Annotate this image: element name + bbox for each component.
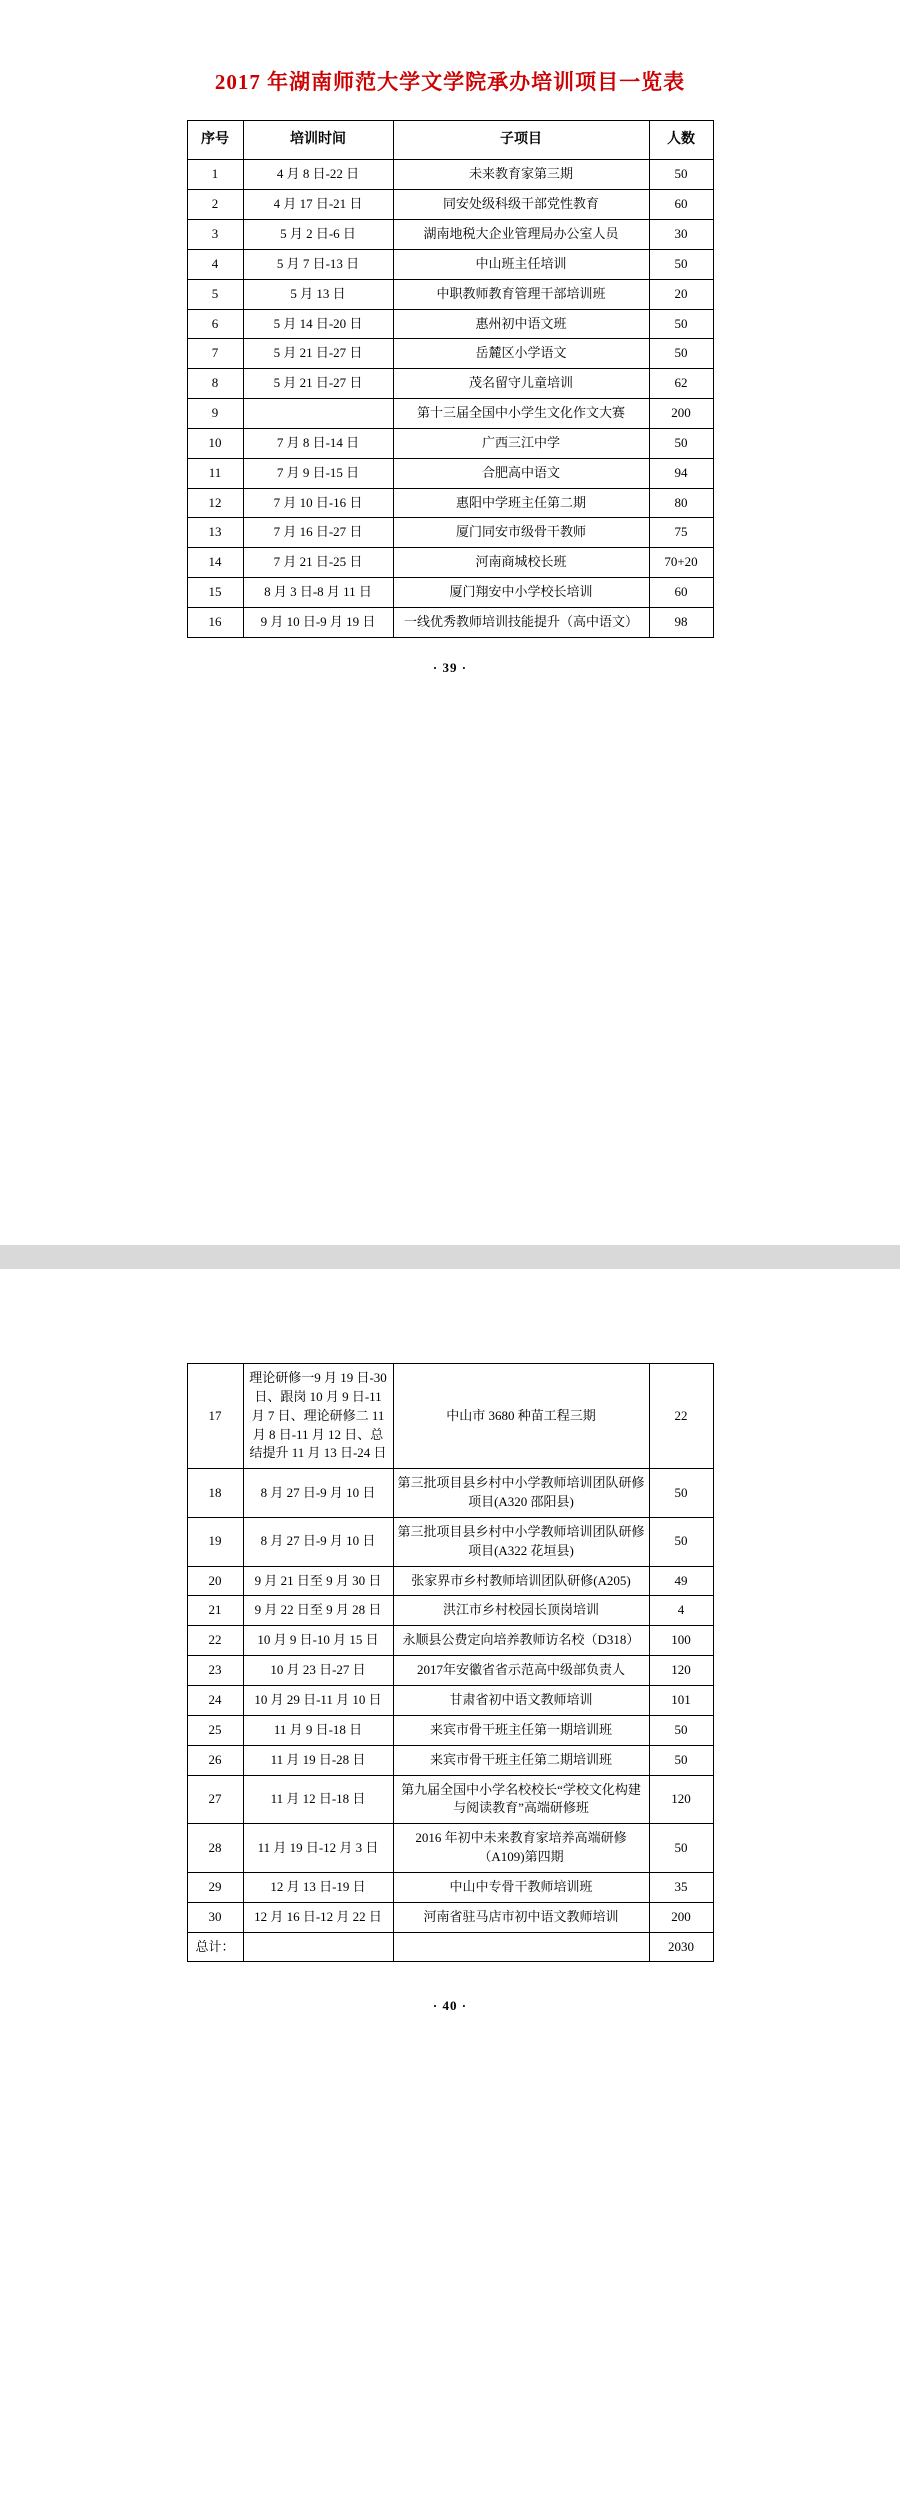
table-row	[187, 1656, 713, 1686]
document-page-2	[0, 1269, 900, 2514]
cell-no: 12	[187, 488, 243, 518]
cell-item: 2017年安徽省省示范高中级部负责人	[393, 1656, 649, 1686]
cell-time: 7 月 8 日-14 日	[243, 428, 393, 458]
cell-item: 第九届全国中小学名校校长“学校文化构建与阅读教育”高端研修班	[393, 1775, 649, 1824]
table-row	[187, 607, 713, 637]
cell-no: 5	[187, 279, 243, 309]
cell-item: 一线优秀教师培训技能提升（高中语文）	[393, 607, 649, 637]
table-row	[187, 1902, 713, 1932]
cell-item: 同安处级科级干部党性教育	[393, 190, 649, 220]
cell-time: 8 月 3 日-8 月 11 日	[243, 578, 393, 608]
cell-item: 第三批项目县乡村中小学教师培训团队研修项目(A320 邵阳县)	[393, 1469, 649, 1518]
cell-no: 18	[187, 1469, 243, 1518]
cell-time: 7 月 10 日-16 日	[243, 488, 393, 518]
table-row	[187, 578, 713, 608]
cell-count: 120	[649, 1656, 713, 1686]
cell-count: 100	[649, 1626, 713, 1656]
cell-time: 11 月 19 日-12 月 3 日	[243, 1824, 393, 1873]
cell-no: 1	[187, 160, 243, 190]
cell-count: 80	[649, 488, 713, 518]
cell-no: 11	[187, 458, 243, 488]
cell-time: 9 月 21 日至 9 月 30 日	[243, 1566, 393, 1596]
page-2-top-margin	[0, 1269, 900, 1363]
table-row	[187, 1775, 713, 1824]
column-header-item: 子项目	[393, 121, 649, 160]
table-row	[187, 458, 713, 488]
cell-item: 来宾市骨干班主任第二期培训班	[393, 1745, 649, 1775]
cell-item: 甘肃省初中语文教师培训	[393, 1685, 649, 1715]
training-table-container-page-2	[0, 1363, 900, 1962]
table-row	[187, 1626, 713, 1656]
column-header-time: 培训时间	[243, 121, 393, 160]
total-label: 总计：	[187, 1932, 243, 1962]
cell-no: 16	[187, 607, 243, 637]
cell-item: 惠州初中语文班	[393, 309, 649, 339]
cell-count: 50	[649, 428, 713, 458]
cell-time: 5 月 21 日-27 日	[243, 369, 393, 399]
cell-item: 岳麓区小学语文	[393, 339, 649, 369]
cell-time: 12 月 16 日-12 月 22 日	[243, 1902, 393, 1932]
cell-item: 广西三江中学	[393, 428, 649, 458]
cell-no: 28	[187, 1824, 243, 1873]
cell-item: 2016 年初中未来教育家培养高端研修（A109)第四期	[393, 1824, 649, 1873]
cell-time: 5 月 13 日	[243, 279, 393, 309]
cell-time: 11 月 12 日-18 日	[243, 1775, 393, 1824]
cell-no: 3	[187, 219, 243, 249]
page-separator	[0, 1245, 900, 1269]
cell-count: 22	[649, 1364, 713, 1469]
cell-item: 中山中专骨干教师培训班	[393, 1872, 649, 1902]
cell-count: 98	[649, 607, 713, 637]
table-row	[187, 309, 713, 339]
cell-no: 8	[187, 369, 243, 399]
cell-item: 洪江市乡村校园长顶岗培训	[393, 1596, 649, 1626]
training-table-page-1	[187, 120, 714, 638]
cell-time: 8 月 27 日-9 月 10 日	[243, 1469, 393, 1518]
cell-no: 15	[187, 578, 243, 608]
cell-item: 河南商城校长班	[393, 548, 649, 578]
cell-count: 60	[649, 190, 713, 220]
table-row	[187, 1715, 713, 1745]
cell-count: 62	[649, 369, 713, 399]
table-total-row	[187, 1932, 713, 1962]
document-page-1	[0, 0, 900, 1245]
cell-no: 27	[187, 1775, 243, 1824]
table-row	[187, 488, 713, 518]
page-folio-1: · 39 ·	[432, 659, 468, 675]
cell-item: 张家界市乡村教师培训团队研修(A205)	[393, 1566, 649, 1596]
table-row	[187, 518, 713, 548]
cell-time: 10 月 29 日-11 月 10 日	[243, 1685, 393, 1715]
table-row	[187, 1469, 713, 1518]
cell-item: 厦门同安市级骨干教师	[393, 518, 649, 548]
table-row	[187, 1566, 713, 1596]
cell-item: 第十三届全国中小学生文化作文大赛	[393, 399, 649, 429]
column-header-no: 序号	[187, 121, 243, 160]
table-row	[187, 1364, 713, 1469]
cell-no: 2	[187, 190, 243, 220]
cell-no: 13	[187, 518, 243, 548]
cell-no: 6	[187, 309, 243, 339]
table-row	[187, 160, 713, 190]
table-row	[187, 279, 713, 309]
cell-time: 12 月 13 日-19 日	[243, 1872, 393, 1902]
cell-count: 30	[649, 219, 713, 249]
cell-no: 19	[187, 1517, 243, 1566]
table-row	[187, 190, 713, 220]
total-count: 2030	[649, 1932, 713, 1962]
column-header-count: 人数	[649, 121, 713, 160]
cell-time: 10 月 9 日-10 月 15 日	[243, 1626, 393, 1656]
cell-time: 5 月 21 日-27 日	[243, 339, 393, 369]
cell-no: 26	[187, 1745, 243, 1775]
training-table-container-page-1	[0, 120, 900, 638]
cell-time: 5 月 14 日-20 日	[243, 309, 393, 339]
cell-item: 中山班主任培训	[393, 249, 649, 279]
cell-time: 7 月 21 日-25 日	[243, 548, 393, 578]
table-row	[187, 548, 713, 578]
cell-no: 17	[187, 1364, 243, 1469]
cell-count: 50	[649, 309, 713, 339]
cell-item: 永顺县公费定向培养教师访名校（D318）	[393, 1626, 649, 1656]
cell-no: 14	[187, 548, 243, 578]
cell-time: 10 月 23 日-27 日	[243, 1656, 393, 1686]
cell-item: 河南省驻马店市初中语文教师培训	[393, 1902, 649, 1932]
cell-time: 9 月 10 日-9 月 19 日	[243, 607, 393, 637]
table-row	[187, 428, 713, 458]
cell-no: 7	[187, 339, 243, 369]
table-row	[187, 339, 713, 369]
cell-count: 60	[649, 578, 713, 608]
cell-count: 200	[649, 399, 713, 429]
cell-item: 茂名留守儿童培训	[393, 369, 649, 399]
cell-time: 4 月 8 日-22 日	[243, 160, 393, 190]
table-row	[187, 1745, 713, 1775]
cell-time: 9 月 22 日至 9 月 28 日	[243, 1596, 393, 1626]
cell-count: 70+20	[649, 548, 713, 578]
cell-no: 25	[187, 1715, 243, 1745]
table-row	[187, 1872, 713, 1902]
cell-time: 4 月 17 日-21 日	[243, 190, 393, 220]
cell-time	[243, 399, 393, 429]
cell-time: 7 月 16 日-27 日	[243, 518, 393, 548]
cell-time: 5 月 7 日-13 日	[243, 249, 393, 279]
cell-time: 8 月 27 日-9 月 10 日	[243, 1517, 393, 1566]
page-folio-2: · 40 ·	[432, 1998, 468, 2014]
table-row	[187, 369, 713, 399]
table-header-row	[187, 121, 713, 160]
cell-no: 21	[187, 1596, 243, 1626]
table-row	[187, 399, 713, 429]
cell-no: 23	[187, 1656, 243, 1686]
cell-count: 50	[649, 1715, 713, 1745]
total-item	[393, 1932, 649, 1962]
cell-count: 50	[649, 1824, 713, 1873]
cell-no: 20	[187, 1566, 243, 1596]
cell-count: 101	[649, 1685, 713, 1715]
cell-item: 未来教育家第三期	[393, 160, 649, 190]
cell-time: 7 月 9 日-15 日	[243, 458, 393, 488]
page-title: 2017 年湖南师范大学文学院承办培训项目一览表	[214, 70, 686, 94]
cell-count: 50	[649, 1469, 713, 1518]
total-time	[243, 1932, 393, 1962]
cell-no: 30	[187, 1902, 243, 1932]
cell-time: 理论研修一9 月 19 日-30 日、跟岗 10 月 9 日-11 月 7 日、理论研修二 11 月 8 日-11 月 12 日、总结提升 11 月 13 日-24 日	[243, 1364, 393, 1469]
cell-count: 75	[649, 518, 713, 548]
cell-count: 50	[649, 339, 713, 369]
cell-count: 20	[649, 279, 713, 309]
cell-count: 94	[649, 458, 713, 488]
table-row	[187, 1517, 713, 1566]
cell-item: 湖南地税大企业管理局办公室人员	[393, 219, 649, 249]
cell-no: 22	[187, 1626, 243, 1656]
table-row	[187, 1685, 713, 1715]
cell-no: 10	[187, 428, 243, 458]
cell-item: 第三批项目县乡村中小学教师培训团队研修项目(A322 花垣县)	[393, 1517, 649, 1566]
cell-item: 中职教师教育管理干部培训班	[393, 279, 649, 309]
cell-item: 合肥高中语文	[393, 458, 649, 488]
cell-no: 9	[187, 399, 243, 429]
cell-count: 35	[649, 1872, 713, 1902]
cell-no: 24	[187, 1685, 243, 1715]
cell-item: 厦门翔安中小学校长培训	[393, 578, 649, 608]
table-row	[187, 1824, 713, 1873]
cell-item: 惠阳中学班主任第二期	[393, 488, 649, 518]
cell-time: 11 月 19 日-28 日	[243, 1745, 393, 1775]
cell-time: 5 月 2 日-6 日	[243, 219, 393, 249]
cell-no: 4	[187, 249, 243, 279]
cell-time: 11 月 9 日-18 日	[243, 1715, 393, 1745]
cell-item: 来宾市骨干班主任第一期培训班	[393, 1715, 649, 1745]
cell-count: 50	[649, 1745, 713, 1775]
cell-count: 120	[649, 1775, 713, 1824]
table-row	[187, 249, 713, 279]
cell-count: 50	[649, 1517, 713, 1566]
cell-no: 29	[187, 1872, 243, 1902]
table-row	[187, 1596, 713, 1626]
training-table-page-2	[187, 1363, 714, 1962]
cell-count: 200	[649, 1902, 713, 1932]
cell-count: 50	[649, 160, 713, 190]
table-row	[187, 219, 713, 249]
cell-count: 4	[649, 1596, 713, 1626]
cell-count: 50	[649, 249, 713, 279]
cell-item: 中山市 3680 种苗工程三期	[393, 1364, 649, 1469]
cell-count: 49	[649, 1566, 713, 1596]
